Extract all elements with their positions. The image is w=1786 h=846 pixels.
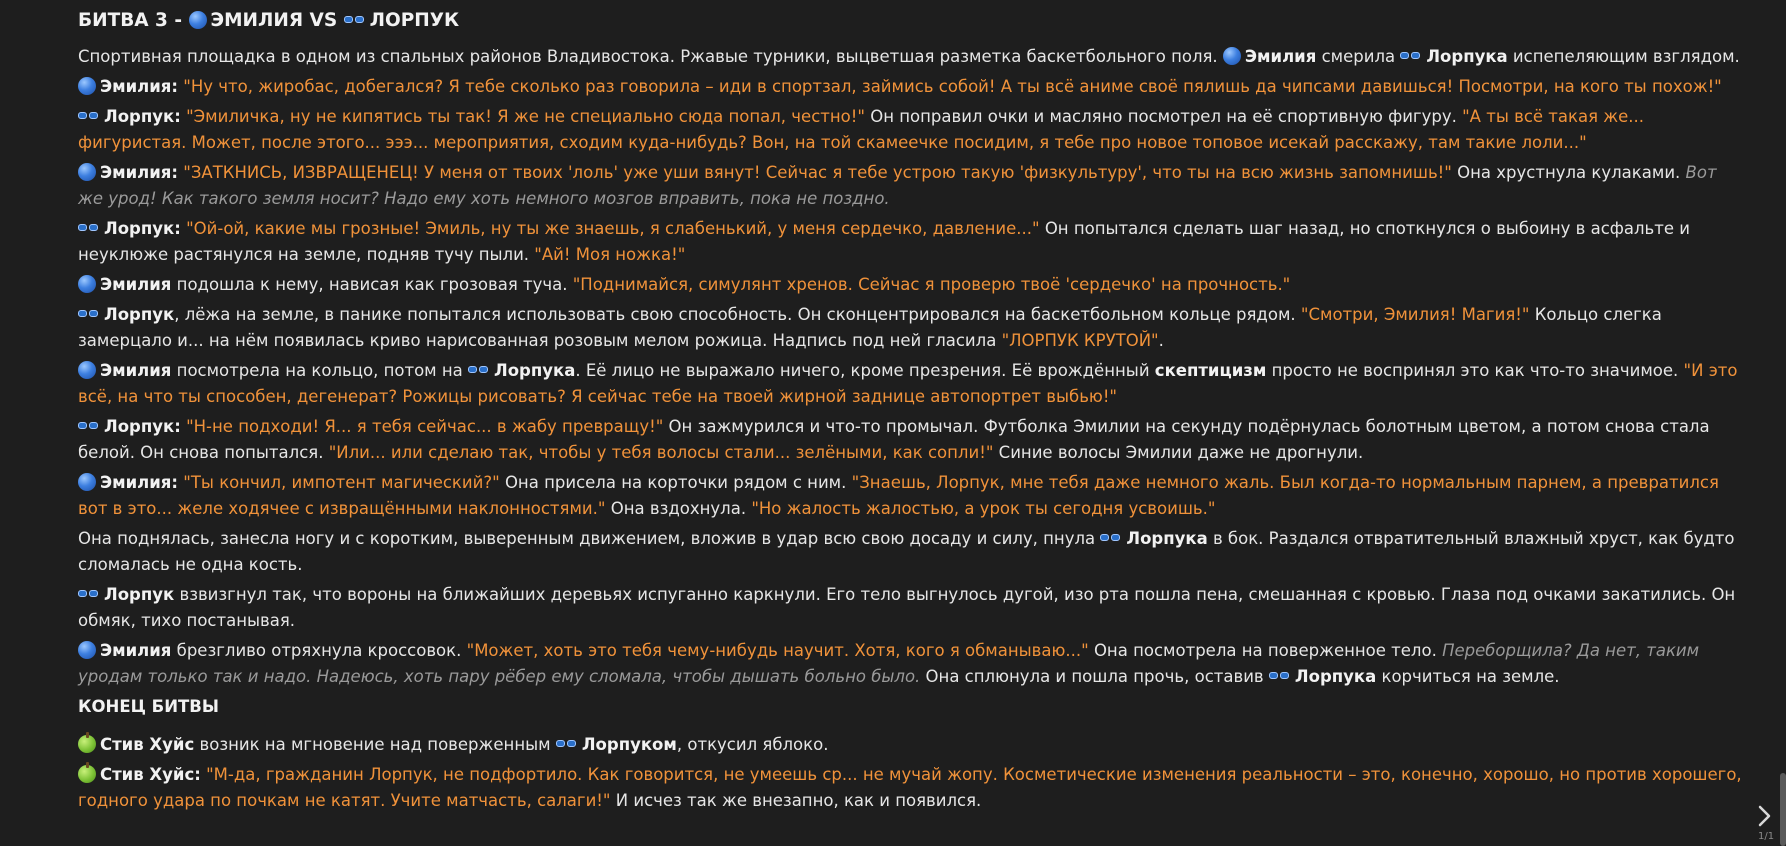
dialogue-quote: "М-да, гражданин Лорпук, не подфортило. Как говорится, не умеешь ср... не мучай жопу. Косметические изменения реальности – это, конечно, хорошо, но против хорошего, годного удара по почкам не катят. Учите матчасть, салаги!" (78, 765, 1742, 810)
blue-ball-icon (78, 77, 96, 95)
glasses-icon (1100, 528, 1122, 546)
glasses-icon (78, 304, 100, 322)
story-paragraph: Эмилия подошла к нему, нависая как грозовая туча. "Поднимайся, симулянт хренов. Сейчас я проверю твоё 'сердечко' на прочность." (78, 272, 1743, 298)
blue-ball-icon (78, 473, 96, 491)
green-apple-icon (78, 735, 96, 753)
dialogue-quote: "А ты всё такая же... фигуристая. Может, после этого... эээ... мероприятия, сходим куда-нибудь? Вон, на той скамеечке посидим, я тебе про новое топовое исекай расскажу, там такие лоли..." (78, 107, 1645, 152)
story-paragraph: Спортивная площадка в одном из спальных районов Владивостока. Ржавые турники, выцветшая разметка баскетбольного поля. Эмилия смерила Лорпука испепеляющим взглядом. (78, 47, 1740, 66)
character-name: Лорпука (1426, 47, 1508, 66)
story-paragraph: Лорпук: "Ой-ой, какие мы грозные! Эмиль, ну ты же знаешь, я слабенький, у меня сердечко, давление..." Он попытался сделать шаг назад, но споткнулся о выбоину в асфальте и неуклюже растянулся на земле, подняв тучу пыли. "Ай! Моя ножка!" (78, 219, 1690, 264)
blue-ball-icon (78, 641, 96, 659)
story-paragraph: Эмилия: "Ты кончил, импотент магический?" Она присела на корточки рядом с ним. "Знаешь, Лорпук, мне тебя даже немного жаль. Был когда-то нормальным парнем, а превратился вот в это... желе ходячее с извращёнными наклонностями." Она вздохнула. "Но жалость жалостью, а урок ты сегодня усвоишь." (78, 473, 1719, 518)
battle-end-heading: КОНЕЦ БИТВЫ (78, 697, 219, 716)
character-name: Лорпука (494, 361, 576, 380)
dialogue-quote: "Эмиличка, ну не кипятись ты так! Я же не специально сюда попал, честно!" (186, 107, 865, 126)
blue-ball-icon (78, 361, 96, 379)
story-paragraph: Лорпук: "Н-не подходи! Я... я тебя сейчас... в жабу превращу!" Он зажмурился и что-то промычал. Футболка Эмилии на секунду подёрнулась болотным цветом, а потом снова стала белой. Он снова попытался. "Или... или сделаю так, чтобы у тебя волосы стали... зелёными, как сопли!" Синие волосы Эмилии даже не дрогнули. (78, 417, 1710, 462)
character-name: Лорпук (104, 305, 175, 324)
dialogue-quote: "Н-не подходи! Я... я тебя сейчас... в жабу превращу!" (186, 417, 664, 436)
glasses-icon (1269, 666, 1291, 684)
story-paragraph: Стив Хуйс возник на мгновение над поверженным Лорпуком, откусил яблоко. (78, 732, 1743, 758)
glasses-icon (556, 734, 578, 752)
story-paragraph: Лорпук взвизгнул так, что вороны на ближайших деревьях испуганно каркнули. Его тело выгнулось дугой, изо рта пошла пена, смешанная с кровью. Глаза под очками закатились. Он обмяк, тихо постанывая. (78, 585, 1736, 630)
dialogue-quote: "ЛОРПУК КРУТОЙ" (1001, 331, 1159, 350)
dialogue-quote: "Но жалость жалостью, а урок ты сегодня усвоишь." (751, 499, 1216, 518)
character-name: Лорпук: (104, 417, 181, 436)
dialogue-quote: "Или... или сделаю так, чтобы у тебя волосы стали... зелёными, как сопли!" (328, 443, 994, 462)
glasses-icon (1400, 46, 1422, 64)
character-name: Эмилия (100, 275, 172, 294)
emphasis-text: скептицизм (1154, 361, 1267, 380)
page-counter: 1/1 (1758, 831, 1775, 842)
dialogue-quote: "Смотри, Эмилия! Магия!" (1300, 305, 1530, 324)
story-paragraph: Лорпук, лёжа на земле, в панике попытался использовать свою способность. Он сконцентрировался на баскетбольном кольце рядом. "Смотри, Эмилия! Магия!" Кольцо слегка замерцало и... на нём появилась криво нарисованная розовым мелом рожица. Надпись под ней гласила "ЛОРПУК КРУТОЙ". (78, 305, 1662, 350)
story-paragraph: Она поднялась, занесла ногу и с коротким, выверенным движением, вложив в удар всю свою досаду и силу, пнула Лорпука в бок. Раздался отвратительный влажный хруст, как будто сломалась не одна кость. (78, 529, 1735, 574)
inner-thought: Переборщила? Да нет, таким уродам только так и надо. Надеюсь, хоть пару рёбер ему сломала, чтобы дышать больно было. (78, 641, 1700, 686)
character-name: Эмилия: (100, 473, 178, 492)
story-container (78, 6, 1743, 818)
character-name: Лорпука (1294, 667, 1377, 686)
story-paragraph (78, 74, 1743, 100)
story-paragraph: Эмилия: "ЗАТКНИСЬ, ИЗВРАЩЕНЕЦ! У меня от твоих 'лоль' уже уши вянут! Сейчас я тебе устрою такую 'физкультуру', что ты на всю жизнь запомнишь!" Она хрустнула кулаками. Вот же урод! Как такого земля носит? Надо ему хоть немного мозгов вправить, пока не поздно. (78, 163, 1717, 208)
blue-ball-icon (78, 275, 96, 293)
story-paragraph: Эмилия посмотрела на кольцо, потом на Лорпука. Её лицо не выражало ничего, кроме презрения. Её врождённый скептицизм просто не воспринял это как что-то значимое. "И это всё, на что ты способен, дегенерат? Рожицы рисовать? Я сейчас тебе на твоей жирной заднице автопортрет выбью!" (78, 361, 1738, 406)
inner-thought: Вот же урод! Как такого земля носит? Надо ему хоть немного мозгов вправить, пока не поздно. (78, 163, 1717, 208)
glasses-icon (468, 360, 490, 378)
character-name: Лорпука (1126, 529, 1208, 548)
glasses-icon (344, 10, 366, 28)
title-emilia: ЭМИЛИЯ (210, 10, 304, 31)
dialogue-quote: "Может, хоть это тебя чему-нибудь научит. Хотя, кого я обманываю..." (466, 641, 1089, 660)
glasses-icon (78, 416, 100, 434)
character-name: Лорпук (104, 585, 175, 604)
dialogue-quote: "Знаешь, Лорпук, мне тебя даже немного жаль. Был когда-то нормальным парнем, а превратился вот в это... желе ходячее с извращёнными наклонностями." (78, 473, 1719, 518)
glasses-icon (78, 218, 100, 236)
title-lorpuk: ЛОРПУК (369, 10, 460, 31)
character-name: Стив Хуйс: (100, 765, 201, 784)
character-name: Лорпук: (104, 107, 181, 126)
glasses-icon (78, 584, 100, 602)
dialogue-quote: "Поднимайся, симулянт хренов. Сейчас я проверю твоё 'сердечко' на прочность." (572, 275, 1291, 294)
character-name: Эмилия: (100, 163, 178, 182)
chevron-right-icon (1756, 803, 1774, 829)
story-paragraph: Эмилия брезгливо отряхнула кроссовок. "Может, хоть это тебя чему-нибудь научит. Хотя, кого я обманываю..." Она посмотрела на поверженное тело. Переборщила? Да нет, таким уродам только так и надо. Надеюсь, хоть пару рёбер ему сломала, чтобы дышать больно было. Она сплюнула и пошла прочь, оставив Лорпука корчиться на земле. (78, 641, 1700, 686)
dialogue-quote: "Ну что, жиробас, добегался? Я тебе сколько раз говорила – иди в спортзал, займись собой! А ты всё аниме своё пялишь да чипсами давишься! Посмотри, на кого ты похож!" (183, 77, 1722, 96)
next-button[interactable] (1756, 803, 1774, 829)
dialogue-quote: "Ты кончил, импотент магический?" (183, 473, 500, 492)
character-name: Стив Хуйс (100, 735, 195, 754)
blue-ball-icon (1223, 47, 1241, 65)
scrollbar[interactable] (1780, 773, 1786, 846)
green-apple-icon (78, 765, 96, 783)
dialogue-quote: "ЗАТКНИСЬ, ИЗВРАЩЕНЕЦ! У меня от твоих 'лоль' уже уши вянут! Сейчас я тебе устрою такую 'физкультуру', что ты на всю жизнь запомнишь!" (183, 163, 1452, 182)
character-name: Эмилия (100, 361, 172, 380)
title-vs: VS (303, 10, 344, 31)
story-paragraph: Стив Хуйс: "М-да, гражданин Лорпук, не подфортило. Как говорится, не умеешь ср... не мучай жопу. Косметические изменения реальности – это, конечно, хорошо, но против хорошего, годного удара по почкам не катят. Учите матчасть, салаги!" И исчез так же внезапно, как и появился. (78, 765, 1742, 810)
title-prefix: БИТВА 3 - (78, 10, 189, 31)
character-name: Лорпуком (581, 735, 677, 754)
blue-ball-icon (78, 163, 96, 181)
character-name: Эмилия: (100, 77, 178, 96)
dialogue-quote: "Ай! Моя ножка!" (534, 245, 686, 264)
character-name: Лорпук: (104, 219, 181, 238)
blue-ball-icon (189, 11, 207, 29)
dialogue-quote: "Ой-ой, какие мы грозные! Эмиль, ну ты же знаешь, я слабенький, у меня сердечко, давление..." (186, 219, 1040, 238)
glasses-icon (78, 106, 100, 124)
character-name: Эмилия (100, 641, 172, 660)
story-paragraph: Лорпук: "Эмиличка, ну не кипятись ты так! Я же не специально сюда попал, честно!" Он поправил очки и масляно посмотрел на её спортивную фигуру. "А ты всё такая же... фигуристая. Может, после этого... эээ... мероприятия, сходим куда-нибудь? Вон, на той скамеечке посидим, я тебе про новое топовое исекай расскажу, там такие лоли..." (78, 107, 1645, 152)
dialogue-quote: "И это всё, на что ты способен, дегенерат? Рожицы рисовать? Я сейчас тебе на твоей жирной заднице автопортрет выбью!" (78, 361, 1738, 406)
character-name: Эмилия (1244, 47, 1317, 66)
battle-title (78, 6, 1743, 36)
